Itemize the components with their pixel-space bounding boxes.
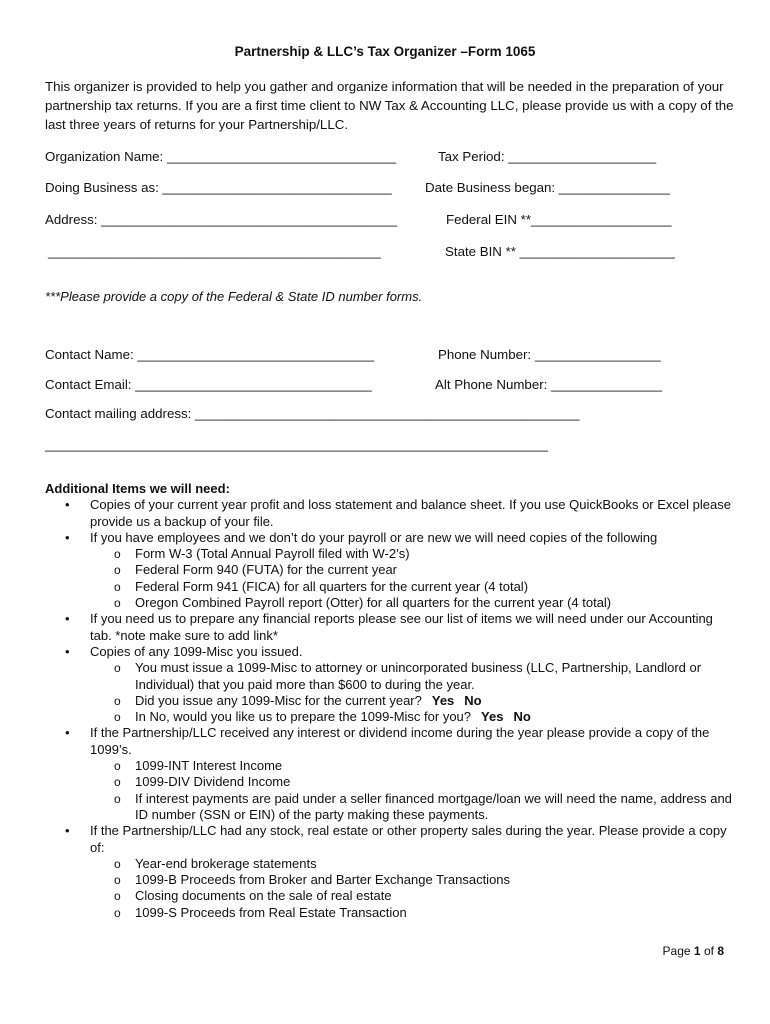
page-number: Page 1 of 8 bbox=[662, 944, 724, 958]
list-item: • If the Partnership/LLC had any stock, real estate or other property sales during the year. Please provide a copy of: o Year-end brokerage statements o 1099-B Proceeds from Broker and Barter Exchange Transactions o Closing documents on the sale of real estate o 1099-S Proceeds from Real Estate Transaction bbox=[45, 823, 735, 921]
list-item: • If the Partnership/LLC received any interest or dividend income during the year please provide a copy of the 1099’s. o 1099-INT Interest Income o 1099-DIV Dividend Income o If interest payments are paid under a seller financed mortgage/loan we will need the name, address and ID number (SSN or EIN) of the party making these payments. bbox=[45, 725, 735, 823]
list-item: o Form W-3 (Total Annual Payroll filed with W-2’s) bbox=[90, 546, 735, 562]
date-began-field[interactable]: Date Business began: _______________ bbox=[425, 180, 670, 195]
page-title: Partnership & LLC’s Tax Organizer –Form 1065 bbox=[234, 44, 536, 59]
contact-name-field[interactable]: Contact Name: ________________________________ bbox=[45, 347, 375, 362]
yes-option[interactable]: Yes bbox=[481, 709, 504, 725]
sub-list bbox=[90, 758, 735, 823]
list-item: o Federal Form 940 (FUTA) for the current year bbox=[90, 562, 735, 578]
additional-items-list bbox=[45, 497, 735, 921]
list-item: o 1099-INT Interest Income bbox=[90, 758, 735, 774]
contact-email-field[interactable]: Contact Email: ________________________________ bbox=[45, 377, 372, 392]
list-item: o In No, would you like us to prepare the 1099-Misc for you? Yes No bbox=[90, 709, 735, 725]
tax-period-field[interactable]: Tax Period: ____________________ bbox=[438, 149, 657, 164]
dba-field[interactable]: Doing Business as: _______________________________ bbox=[45, 180, 392, 195]
list-item: o Year-end brokerage statements bbox=[90, 856, 735, 872]
mailing-address-field[interactable]: Contact mailing address: ____________________________________________________ bbox=[45, 406, 580, 421]
sub-list bbox=[90, 856, 735, 921]
yes-no-choice bbox=[481, 709, 531, 724]
additional-items-section bbox=[45, 481, 735, 921]
list-item: o Did you issue any 1099-Misc for the current year? Yes No bbox=[90, 693, 735, 709]
alt-phone-field[interactable]: Alt Phone Number: _______________ bbox=[435, 377, 662, 392]
mailing-line2-field[interactable]: ____________________________________________________________________ bbox=[45, 437, 548, 452]
phone-field[interactable]: Phone Number: _________________ bbox=[438, 347, 661, 362]
list-item: • Copies of any 1099-Misc you issued. o You must issue a 1099-Misc to attorney or unincorporated business (LLC, Partnership, Landlord or Individual) that you paid more than $600 to during the year. o Did you issue any 1099-Misc for the current year? Yes No o In No, would you like us to prepare the 1099-Misc for you? Yes No bbox=[45, 644, 735, 725]
additional-items-heading: Additional Items we will need: bbox=[45, 481, 230, 496]
org-name-field[interactable]: Organization Name: _______________________________ bbox=[45, 149, 397, 164]
list-item: o 1099-DIV Dividend Income bbox=[90, 774, 735, 790]
federal-ein-field[interactable]: Federal EIN **___________________ bbox=[446, 212, 672, 227]
address-field[interactable]: Address: ________________________________________ bbox=[45, 212, 397, 227]
intro-paragraph: This organizer is provided to help you gather and organize information that will be needed in the preparation of your partnership tax returns. If you are a first time client to NW Tax & Accounting LLC, please provide us with a copy of the last three years of returns for your Partnership/LLC. bbox=[45, 79, 734, 132]
id-forms-note: ***Please provide a copy of the Federal & State ID number forms. bbox=[45, 289, 423, 304]
sub-list bbox=[90, 546, 735, 611]
list-item: o You must issue a 1099-Misc to attorney or unincorporated business (LLC, Partnership, Landlord or Individual) that you paid more than $600 to during the year. bbox=[90, 660, 735, 693]
list-item: o 1099-B Proceeds from Broker and Barter Exchange Transactions bbox=[90, 872, 735, 888]
yes-no-choice bbox=[432, 693, 482, 708]
list-item: o Closing documents on the sale of real estate bbox=[90, 888, 735, 904]
no-option[interactable]: No bbox=[464, 692, 482, 708]
list-item: o Federal Form 941 (FICA) for all quarters for the current year (4 total) bbox=[90, 579, 735, 595]
list-item: • Copies of your current year profit and loss statement and balance sheet. If you use QuickBooks or Excel please provide us a backup of your file. bbox=[45, 497, 735, 530]
list-item: o If interest payments are paid under a seller financed mortgage/loan we will need the name, address and ID number (SSN or EIN) of the party making these payments. bbox=[90, 791, 735, 824]
sub-list bbox=[90, 660, 735, 725]
yes-option[interactable]: Yes bbox=[431, 692, 455, 708]
state-bin-field[interactable]: State BIN ** _____________________ bbox=[445, 244, 675, 259]
list-item: • If you need us to prepare any financial reports please see our list of items we will need under our Accounting tab. *note make sure to add link* bbox=[45, 611, 735, 644]
no-option[interactable]: No bbox=[513, 709, 531, 725]
address-line2-field[interactable]: _____________________________________________ bbox=[48, 244, 381, 259]
list-item: o 1099-S Proceeds from Real Estate Transaction bbox=[90, 905, 735, 921]
list-item: o Oregon Combined Payroll report (Otter) for all quarters for the current year (4 total) bbox=[90, 595, 735, 611]
list-item: • If you have employees and we don’t do your payroll or are new we will need copies of the following o Form W-3 (Total Annual Payroll filed with W-2’s) o Federal Form 940 (FUTA) for the current year o Federal Form 941 (FICA) for all quarters for the current year (4 total) o Oregon Combined Payroll report (Otter) for all quarters for the current year (4 total) bbox=[45, 530, 735, 611]
